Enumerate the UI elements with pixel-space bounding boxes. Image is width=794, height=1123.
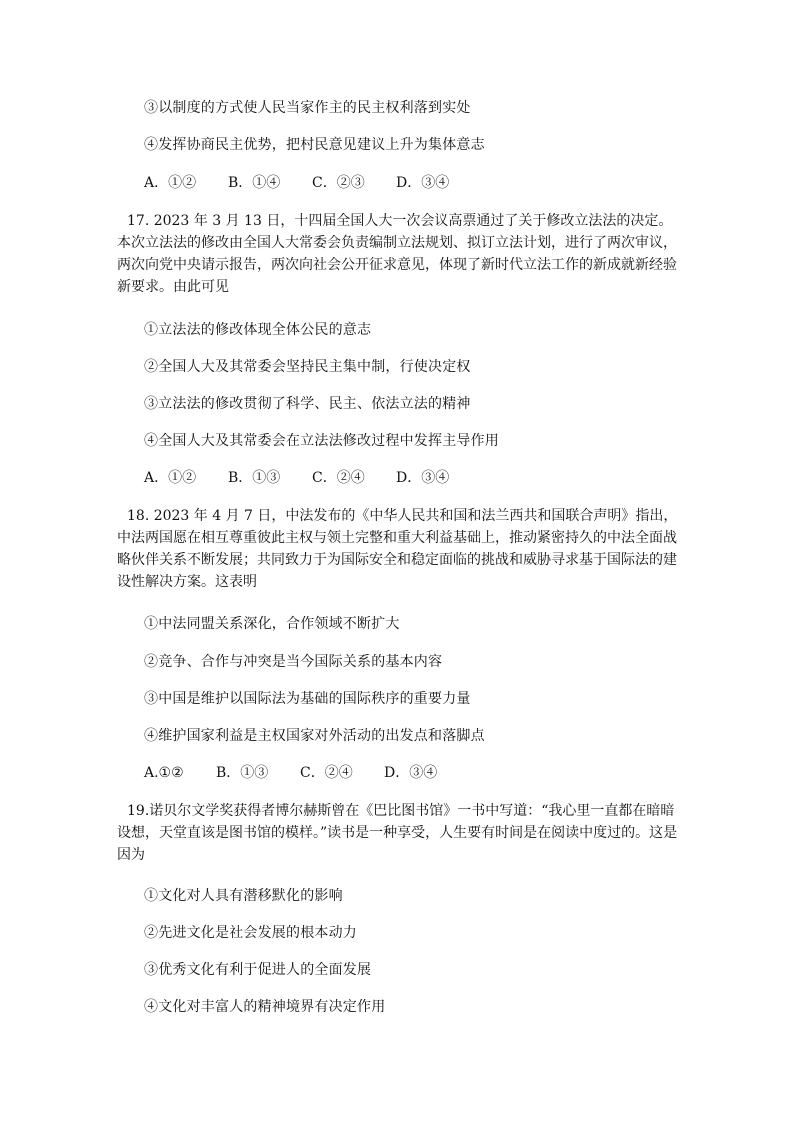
q18-choice-b: B．①③	[216, 765, 269, 781]
q17-option-4: ④全国人大及其常委会在立法法修改过程中发挥主导作用	[144, 433, 499, 449]
q18-choice-c: C．②④	[300, 765, 353, 781]
q18-choices	[144, 763, 437, 783]
q16-choice-b: B．①④	[228, 175, 281, 191]
q16-option-3: ③以制度的方式使人民当家作主的民主权利落到实处	[144, 100, 471, 116]
q17-option-3: ③立法法的修改贯彻了科学、民主、依法立法的精神	[144, 396, 471, 412]
q17-choices	[144, 468, 449, 488]
q19-option-4: ④文化对丰富人的精神境界有决定作用	[144, 999, 386, 1015]
q16-choice-d: D．③④	[396, 175, 450, 191]
q17-choice-d: D．③④	[396, 470, 450, 486]
q17-choice-b: B．①③	[228, 470, 281, 486]
q17-option-2: ②全国人大及其常委会坚持民主集中制，行使决定权	[144, 359, 471, 375]
q17-choice-c: C．②④	[312, 470, 365, 486]
q19-option-3: ③优秀文化有利于促进人的全面发展	[144, 962, 372, 978]
q17-stem	[117, 210, 683, 298]
q18-stem-text: 18. 2023 年 4 月 7 日，中法发布的《中华人民共和国和法兰西共和国联合声明》指出，中法两国愿在相互尊重彼此主权与领土完整和重大利益基础上，推动紧密持久的中法全面战略伙伴关系不断发展；共同致力于为国际安全和稳定面临的挑战和威胁寻求基于国际法的建设性解决方案。这表明	[117, 508, 678, 590]
q19-stem	[117, 800, 683, 866]
q18-choice-a: A.①②	[144, 765, 184, 781]
q16-choice-a: A．①②	[144, 175, 197, 191]
q17-stem-text: 17. 2023 年 3 月 13 日，十四届全国人大一次会议高票通过了关于修改立法法的决定。本次立法法的修改由全国人大常委会负责编制立法规划、拟订立法计划，进行了两次审议，两次向党中央请示报告，两次向社会公开征求意见，体现了新时代立法工作的新成就新经验新要求。由此可见	[117, 213, 677, 295]
q19-option-2: ②先进文化是社会发展的根本动力	[144, 925, 357, 941]
q18-choice-d: D．③④	[384, 765, 438, 781]
q16-option-4: ④发挥协商民主优势，把村民意见建议上升为集体意志	[144, 137, 485, 153]
q19-option-1: ①文化对人具有潜移默化的影响	[144, 888, 343, 904]
q18-stem	[117, 505, 683, 593]
q18-option-3: ③中国是维护以国际法为基础的国际秩序的重要力量	[144, 691, 471, 707]
q17-choice-a: A．①②	[144, 470, 197, 486]
q19-stem-text: 19.诺贝尔文学奖获得者博尔赫斯曾在《巴比图书馆》一书中写道：“我心里一直都在暗暗设想，天堂直该是图书馆的模样。”读书是一种享受，人生要有时间是在阅读中度过的。这是因为	[117, 803, 678, 863]
q18-option-2: ②竞争、合作与冲突是当今国际关系的基本内容	[144, 654, 443, 670]
q18-option-1: ①中法同盟关系深化，合作领域不断扩大	[144, 616, 400, 632]
q17-option-1: ①立法法的修改体现全体公民的意志	[144, 322, 372, 338]
q16-choices	[144, 173, 449, 193]
q18-option-4: ④维护国家利益是主权国家对外活动的出发点和落脚点	[144, 728, 485, 744]
q16-choice-c: C．②③	[312, 175, 365, 191]
